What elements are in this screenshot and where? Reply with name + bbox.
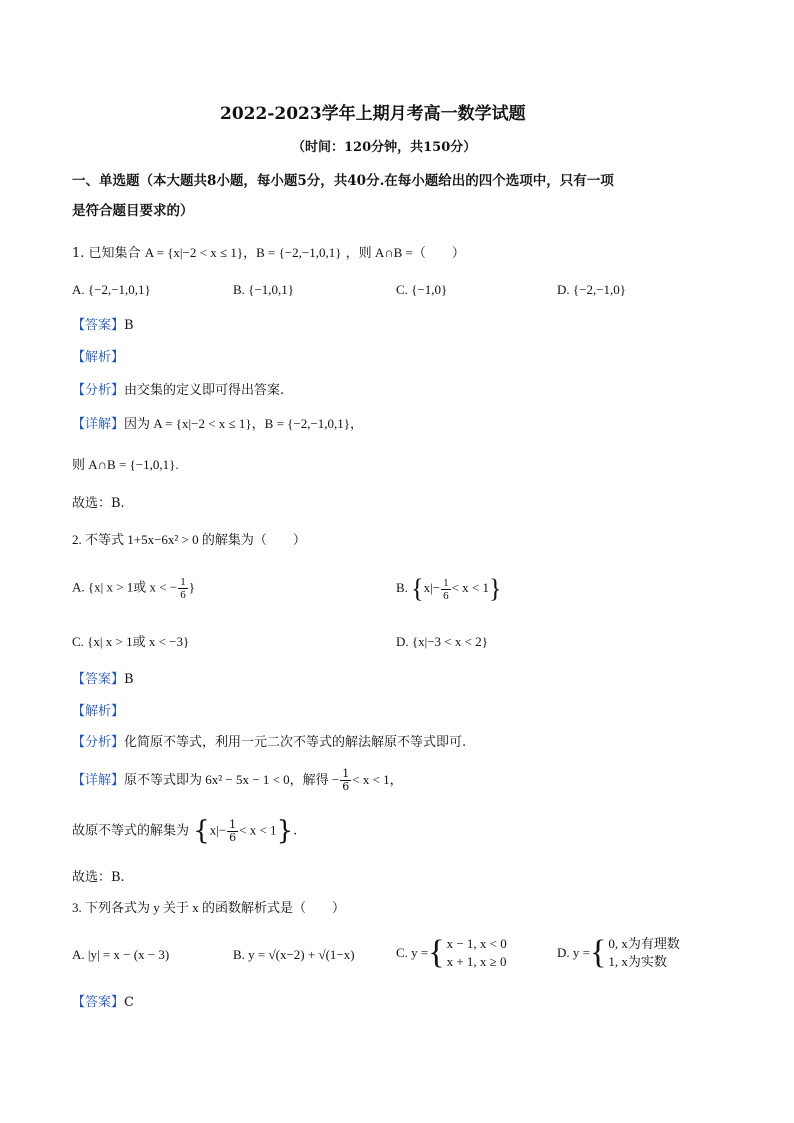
q3-option-a: A. |y| = x − (x − 3) [72, 947, 170, 962]
q3-option-d-case2: 1, x为实数 [608, 954, 667, 969]
q1-stem [72, 245, 465, 262]
q3-answer [72, 995, 134, 1011]
page-subtitle: （时间：120分钟，共150分） [292, 140, 477, 155]
q2-option-b-num: 1 [443, 576, 449, 589]
q2-detail-num: 1 [342, 767, 350, 780]
q2-option-b-pre: B. [396, 579, 408, 595]
q1-stem-pre: 1. 已知集合 [72, 246, 141, 261]
q1-jiexi-tag: 【解析】 [72, 350, 125, 365]
q2-analysis-text: 化简原不等式，利用一元二次不等式的解法解原不等式即可. [124, 735, 467, 750]
q2-option-a-fraction [178, 576, 188, 601]
q2-analysis [72, 735, 466, 751]
q2-option-b-fraction [441, 577, 451, 602]
q3-option-c-case2: x + 1, x ≥ 0 [446, 954, 507, 969]
q3-option-c-cases [447, 935, 507, 971]
q1-analysis-text: 由交集的定义即可得出答案. [124, 383, 285, 398]
q2-answer [72, 672, 134, 688]
left-brace-icon: { [589, 934, 607, 971]
q3-option-c [396, 935, 507, 971]
q2-result-x: x|− [209, 822, 227, 838]
q2-result-pre: 故原不等式的解集为 [72, 823, 190, 839]
q3-answer-value: C [124, 995, 134, 1010]
q2-choose: 故选：B. [72, 870, 125, 885]
answer-tag: 【答案】 [72, 995, 125, 1010]
q1-stem-sets: A = {x|−2 < x ≤ 1}，B = {−2,−1,0,1} [144, 245, 342, 260]
q2-option-b-post: < x < 1 [451, 579, 490, 595]
analysis-tag: 【分析】 [72, 735, 125, 750]
q2-result-fraction [227, 819, 238, 844]
right-brace-icon: } [489, 574, 502, 603]
q1-answer [72, 318, 134, 334]
section-heading-line1: 一、单选题（本大题共8小题，每小题5分，共40分.在每小题给出的四个选项中，只有一项 [72, 173, 614, 189]
analysis-tag: 【分析】 [72, 383, 125, 398]
q2-detail-post: < x < 1， [352, 772, 403, 787]
q2-answer-value: B [124, 672, 134, 687]
q1-analysis [72, 383, 284, 399]
q3-option-d-cases [608, 935, 680, 971]
q3-option-d-case1: 0, x为有理数 [608, 936, 680, 951]
q3-option-c-pre: C. y = [396, 945, 429, 960]
q1-answer-value: B [124, 318, 134, 333]
q2-option-a-post: } [188, 579, 195, 595]
q2-option-a-den: 6 [180, 589, 186, 601]
q3-option-d-pre: D. y = [557, 945, 590, 960]
q2-option-a [72, 576, 195, 601]
left-brace-icon: { [428, 934, 445, 971]
q1-detail-text: 因为 A = {x|−2 < x ≤ 1}，B = {−2,−1,0,1}， [124, 416, 364, 431]
q1-stem-post: ，则 A∩B =（ ） [345, 245, 465, 260]
q2-stem: 2. 不等式 1+5x−6x² > 0 的解集为（ ） [72, 532, 306, 547]
q3-option-c-case1: x − 1, x < 0 [446, 936, 507, 951]
answer-tag: 【答案】 [72, 318, 125, 333]
q2-result-den: 6 [229, 830, 237, 844]
q2-result-num: 1 [229, 817, 237, 831]
q2-detail-fraction [340, 768, 351, 793]
q2-detail-den: 6 [342, 780, 350, 793]
left-brace-icon: { [411, 574, 424, 603]
q2-result-post: < x < 1 [239, 822, 277, 838]
right-brace-icon: } [276, 816, 294, 846]
detail-tag: 【详解】 [72, 417, 125, 432]
q2-result-end: . [293, 823, 298, 839]
q2-jiexi-tag: 【解析】 [72, 704, 125, 719]
left-brace-icon: { [193, 816, 210, 846]
q1-detail [72, 416, 363, 433]
detail-tag: 【详解】 [72, 773, 125, 788]
q2-option-a-pre: A. {x| x > 1或 x < − [72, 579, 178, 595]
q2-option-b-den: 6 [443, 589, 449, 602]
q3-stem: 3. 下列各式为 y 关于 x 的函数解析式是（ ） [72, 900, 346, 915]
q2-option-b [396, 576, 502, 602]
q2-detail [72, 768, 403, 793]
q2-result [72, 818, 297, 844]
answer-tag: 【答案】 [72, 672, 125, 687]
q2-option-a-num: 1 [180, 576, 186, 588]
q1-option-c: C. {−1,0} [396, 282, 448, 297]
page-title: 2022-2023学年上期月考高一数学试题 [220, 104, 526, 124]
q3-option-b: B. y = √(x−2) + √(1−x) [233, 947, 355, 962]
q2-option-b-x: x|− [423, 579, 441, 595]
q2-option-c: C. {x| x > 1或 x < −3} [72, 634, 190, 649]
q1-then: 则 A∩B = {−1,0,1}. [72, 457, 179, 472]
q2-option-d: D. {x|−3 < x < 2} [396, 634, 488, 649]
q1-option-a: A. {−2,−1,0,1} [72, 282, 151, 297]
q1-option-b: B. {−1,0,1} [233, 282, 294, 297]
section-heading-line2: 是符合题目要求的） [72, 203, 194, 219]
q1-option-d: D. {−2,−1,0} [557, 282, 627, 297]
q1-choose: 故选：B. [72, 496, 125, 511]
q2-detail-pre: 原不等式即为 6x² − 5x − 1 < 0，解得 − [124, 772, 340, 787]
q3-option-d [557, 935, 680, 971]
